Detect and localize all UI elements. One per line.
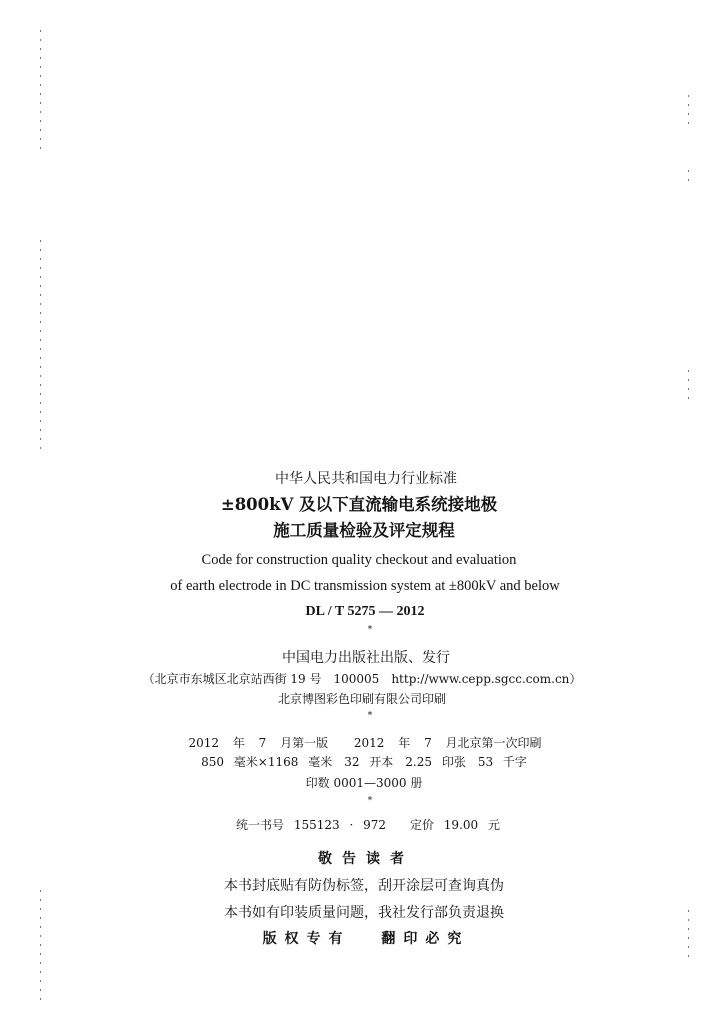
book-specs: 850 毫米×1168 毫米 32 开本 2.25 印张 53 千字 [201, 755, 527, 769]
edition-info: 2012 年 7 月第一版 2012 年 7 月北京第一次印刷 [188, 736, 542, 750]
notice-line-1: 本书封底贴有防伪标签，刮开涂层可查询真伪 [224, 878, 504, 894]
standard-code: DL / T 5275 — 2012 [305, 604, 425, 619]
print-run: 印数 0001—3000 册 [305, 776, 423, 790]
publisher-address: （北京市东城区北京站西街 19 号 100005 http://www.cepp.sgcc.com.cn） [142, 672, 582, 686]
english-title-line-2: of earth electrode in DC transmission system at ±800kV and below [170, 578, 560, 594]
separator-star: * [367, 796, 373, 806]
title-line-2: 施工质量检验及评定规程 [273, 521, 455, 540]
separator-star: * [367, 711, 373, 721]
printer: 北京博图彩色印刷有限公司印刷 [277, 692, 446, 706]
notice-line-2: 本书如有印装质量问题，我社发行部负责退换 [224, 905, 504, 921]
title-line-1: ±800kV 及以下直流输电系统接地极 [220, 495, 498, 514]
english-title-line-1: Code for construction quality checkout and evaluation [201, 552, 517, 568]
isbn-price: 统一书号 155123 · 972 定价 19.00 元 [236, 818, 500, 832]
standard-type: 中华人民共和国电力行业标准 [275, 471, 457, 487]
copyright-notice: 版权专有 翻印必究 [262, 931, 470, 947]
notice-title: 敬告读者 [318, 851, 414, 867]
separator-star: * [367, 625, 373, 635]
publisher: 中国电力出版社出版、发行 [282, 650, 450, 666]
